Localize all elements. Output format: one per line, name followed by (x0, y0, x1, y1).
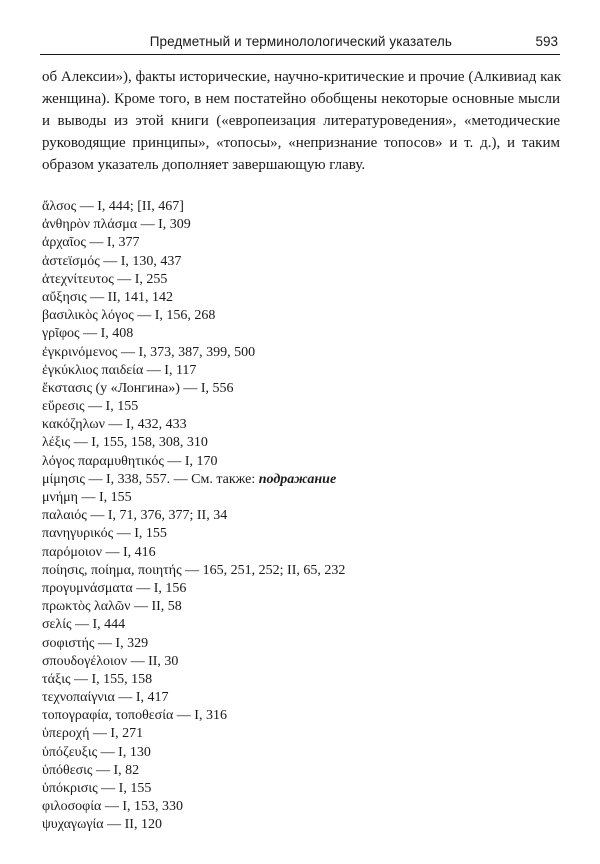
index-entry: μνήμη — I, 155 (42, 490, 132, 505)
index-entry: πανηγυρικός — I, 155 (42, 526, 167, 542)
index-entry: λόγος παραμυθητικός — I, 170 (42, 453, 218, 469)
intro-line: и выводы из этой книги («европеизация литературоведения», «методические (42, 113, 560, 129)
index-entry: ἄλσος — I, 444; [II, 467] (42, 199, 184, 214)
index-entry: γρῖφος — I, 408 (42, 326, 134, 342)
running-title: Предметный и терминолологический указатель (149, 34, 452, 49)
index-entry: τεχνοπαίγνια — I, 417 (42, 690, 169, 706)
index-entry: κακόζηλων — I, 432, 433 (42, 417, 187, 433)
index-entry: τοπογραφία, τοποθεσία — I, 316 (42, 708, 227, 724)
index-entry: σοφιστής — I, 329 (42, 635, 149, 651)
index-entry: λέξις — I, 155, 158, 308, 310 (42, 435, 208, 451)
intro-line: образом указатель дополняет завершающую главу. (42, 157, 366, 173)
index-entry: ποίησις, ποίημα, ποιητής — 165, 251, 252; II, 65, 232 (42, 562, 346, 578)
index-entry: πρωκτὸς λαλῶν — II, 58 (42, 599, 182, 615)
index-entry: ἀστεϊσμός — I, 130, 437 (42, 253, 182, 269)
index-entry: παρόμοιον — I, 416 (42, 544, 156, 560)
index-entry-text: μίμησις — I, 338, 557. — См. также: (42, 471, 259, 487)
greek-term-index (42, 198, 345, 835)
index-entry: εὕρεσις — I, 155 (42, 399, 139, 415)
index-entry: ἀνθηρὸν πλάσμα — I, 309 (42, 217, 191, 233)
index-entry: ὑπεροχή — I, 271 (42, 726, 144, 742)
index-entry: ἔκστασις (у «Лонгина») — I, 556 (42, 380, 234, 396)
index-entry: ὑπόθεσις — I, 82 (42, 762, 140, 778)
index-entry: παλαιός — I, 71, 376, 377; II, 34 (42, 508, 228, 524)
index-entry: φιλοσοφία — I, 153, 330 (42, 799, 184, 815)
intro-line: руководящие принципы», «топосы», «непризнание топосов» и т. д.), и таким (42, 135, 560, 151)
index-entry: βασιλικὸς λόγος — I, 156, 268 (42, 308, 216, 324)
see-also-reference: подражание (258, 471, 337, 487)
index-entry: τάξις — I, 155, 158 (42, 671, 153, 687)
intro-line: женщина). Кроме того, в нем постатейно обобщены некоторые основные мысли (42, 91, 560, 107)
index-entry: ἀρχαῖος — I, 377 (42, 235, 140, 251)
page-number: 593 (535, 34, 558, 49)
index-entry: αὔξησις — II, 141, 142 (42, 289, 174, 305)
index-entry: ὑπόκρισις — I, 155 (42, 781, 152, 796)
index-entry: ὑπόζευξις — I, 130 (42, 744, 151, 760)
header-rule (40, 54, 560, 55)
intro-paragraph (42, 66, 560, 176)
running-head (40, 34, 560, 52)
index-entry: ψυχαγωγία — II, 120 (42, 817, 162, 833)
index-entry: προγυμνάσματα — I, 156 (42, 580, 187, 596)
index-entry: ἐγκρινόμενος — I, 373, 387, 399, 500 (42, 344, 256, 360)
index-entry: σελίς — I, 444 (42, 617, 126, 633)
index-entry: ἐγκύκλιος παιδεία — I, 117 (42, 362, 197, 378)
index-entry: σπουδογέλοιον — II, 30 (42, 653, 179, 669)
index-entry (42, 471, 345, 489)
index-entry: ἀτεχνίτευτος — I, 255 (42, 271, 168, 287)
intro-line: об Алексии»), факты исторические, научно-критические и прочие (Алкивиад как (42, 69, 562, 85)
